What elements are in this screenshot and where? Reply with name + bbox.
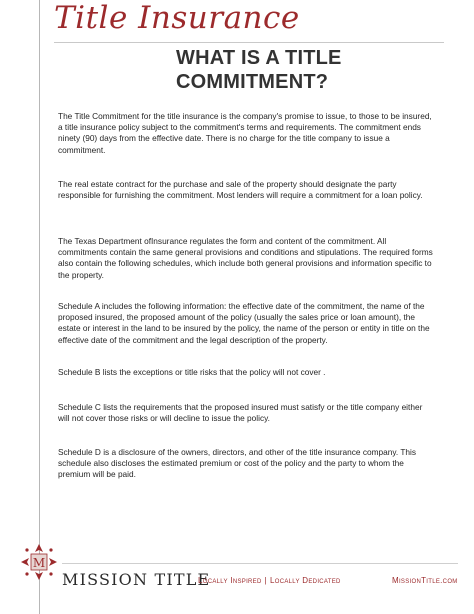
page-heading: WHAT IS A TITLE COMMITMENT? [176,47,342,93]
paragraph-texas-department: The Texas Department ofInsurance regulates the form and content of the commitment. All commitments contain the same general provisions and conditions and stipulations. The required forms also contain the following schedules, which include both general provisions and information specific to the property. [58,236,433,280]
tagline-left: Locally Inspired [198,576,262,585]
title-underline [54,42,444,43]
footer-rule [62,563,458,564]
footer [62,570,462,592]
website-link[interactable]: MissionTitle.com [392,576,458,585]
tagline-separator: | [264,576,267,585]
paragraph-contract: The real estate contract for the purchase and sale of the property should designate the party responsible for furnishing the commitment. Most lenders will require a commitment for a loan policy. [58,179,423,201]
paragraph-schedule-a: Schedule A includes the following information: the effective date of the commitment, the name of the proposed insured, the proposed amount of the policy (usually the sales price or loan amount), the estate or interest in the land to be insured by the policy, the name of the person or entity in title on the effective date of the commitment and the legal description of the property. [58,301,430,345]
paragraph-title-commitment: The Title Commitment for the title insurance is the company's promise to issue, to those to be insured, a title insurance policy subject to the commitment's terms and requirements. The commitment ends ninety (90) days from the effective date. There is no charge for the title company to issue a commitment. [58,111,432,155]
left-margin-rule [39,0,40,614]
paragraph-schedule-d: Schedule D is a disclosure of the owners, directors, and other of the title insurance company. This schedule also discloses the estimated premium or cost of the policy and the party to whom the premium will be paid. [58,447,417,480]
mission-emblem-icon [20,543,58,581]
paragraph-schedule-b: Schedule B lists the exceptions or title risks that the policy will not cover . [58,367,326,377]
emblem-letter: M [32,556,46,570]
tagline-right: Locally Dedicated [270,576,341,585]
tagline [198,576,341,585]
paragraph-schedule-c: Schedule C lists the requirements that the proposed insured must satisfy or the title company either will not cover those risks or will decline to issue the policy. [58,402,423,424]
brand-name: MISSION TITLE [62,570,211,589]
script-title: Title Insurance [54,0,300,36]
